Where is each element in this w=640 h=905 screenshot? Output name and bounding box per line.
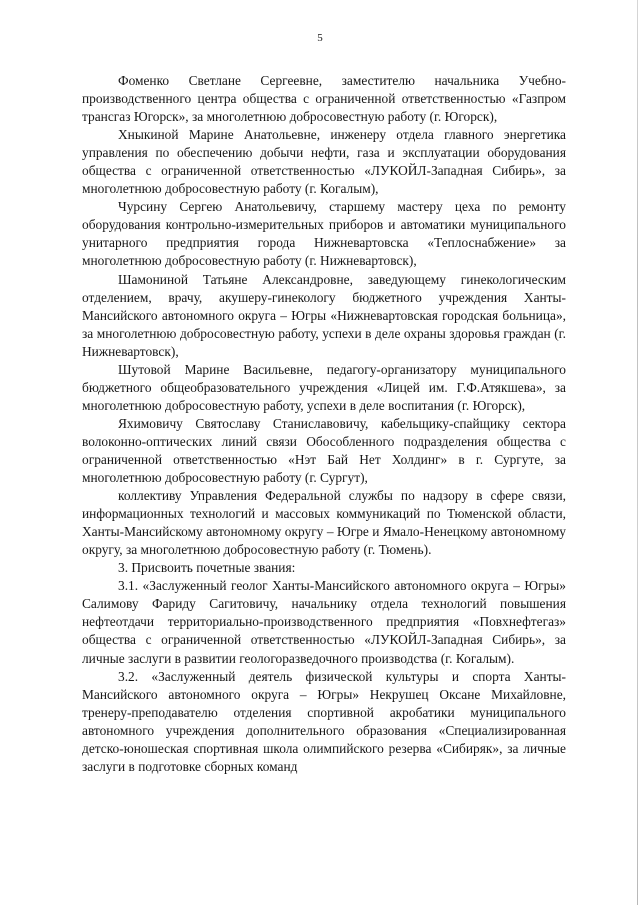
award-paragraph-khnykina: Хныкиной Марине Анатольевне, инженеру отдела главного энергетика управления по обеспечению добычи нефти, газа и эксплуатации оборудования общества с ограниченной ответственностью «ЛУКОЙЛ-Западная Сибирь», за многолетнюю добросовестную работу (г. Когалым),	[82, 127, 566, 197]
honorary-title-paragraph-3-2: 3.2. «Заслуженный деятель физической культуры и спорта Ханты-Мансийского автономного округа – Югры» Некрушец Оксане Михайловне, тренеру-преподавателю отделения спортивной акробатики муниципального автономного учреждения дополнительного образования «Специализированная детско-юношеская спортивная школа олимпийского резерва «Сибиряк», за личные заслуги в подготовке сборных команд	[82, 668, 566, 774]
scan-edge-line	[637, 0, 638, 905]
award-paragraph-shutova: Шутовой Марине Васильевне, педагогу-организатору муниципального бюджетного общеобразовательного учреждения «Лицей им. Г.Ф.Атякшева», за многолетнюю добросовестную работу, успехи в деле воспитания (г. Югорск),	[82, 361, 566, 413]
honorary-title-paragraph-3-1: 3.1. «Заслуженный геолог Ханты-Мансийского автономного округа – Югры» Салимову Фариду Сагитовичу, начальнику отдела технологий повышения нефтеотдачи территориально-производственного предприятия «Повхнефтегаз» общества с ограниченной ответственностью «ЛУКОЙЛ-Западная Сибирь», за личные заслуги в развитии геологоразведочного производства (г. Когалым).	[82, 578, 566, 666]
page-number: 5	[317, 32, 323, 44]
award-paragraph-chursin: Чурсину Сергею Анатольевичу, старшему мастеру цеха по ремонту оборудования контрольно-измерительных приборов и автоматики муниципального унитарного предприятия города Нижневартовска «Теплоснабжение» за многолетнюю добросовестную работу (г. Нижневартовск),	[82, 199, 566, 269]
award-paragraph-shamonina: Шамониной Татьяне Александровне, заведующему гинекологическим отделением, врачу, акушеру-гинекологу бюджетного учреждения Ханты-Мансийского автономного округа – Югры «Нижневартовская городская больница», за многолетнюю добросовестную работу, успехи в деле охраны здоровья граждан (г. Нижневартовск),	[82, 271, 566, 359]
award-paragraph-collective: коллективу Управления Федеральной службы по надзору в сфере связи, информационных технологий и массовых коммуникаций по Тюменской области, Ханты-Мансийскому автономному округу – Югре и Ямало-Ненецкому автономному округу, за многолетнюю добросовестную работу (г. Тюмень).	[82, 488, 566, 558]
award-paragraph-yakhimovich: Яхимовичу Святославу Станиславовичу, кабельщику-спайщику сектора волоконно-оптических линий связи Обособленного подразделения общества с ограниченной ответственностью «Нэт Бай Нет Холдинг» в г. Сургуте, за многолетнюю добросовестную работу (г. Сургут),	[82, 415, 566, 486]
document-body	[82, 72, 566, 776]
award-paragraph-fomenko: Фоменко Светлане Сергеевне, заместителю начальника Учебно-производственного центра общества с ограниченной ответственностью «Газпром трансгаз Югорск», за многолетнюю добросовестную работу (г. Югорск),	[82, 73, 566, 125]
section-heading-honorary-titles: 3. Присвоить почетные звания:	[118, 560, 296, 576]
